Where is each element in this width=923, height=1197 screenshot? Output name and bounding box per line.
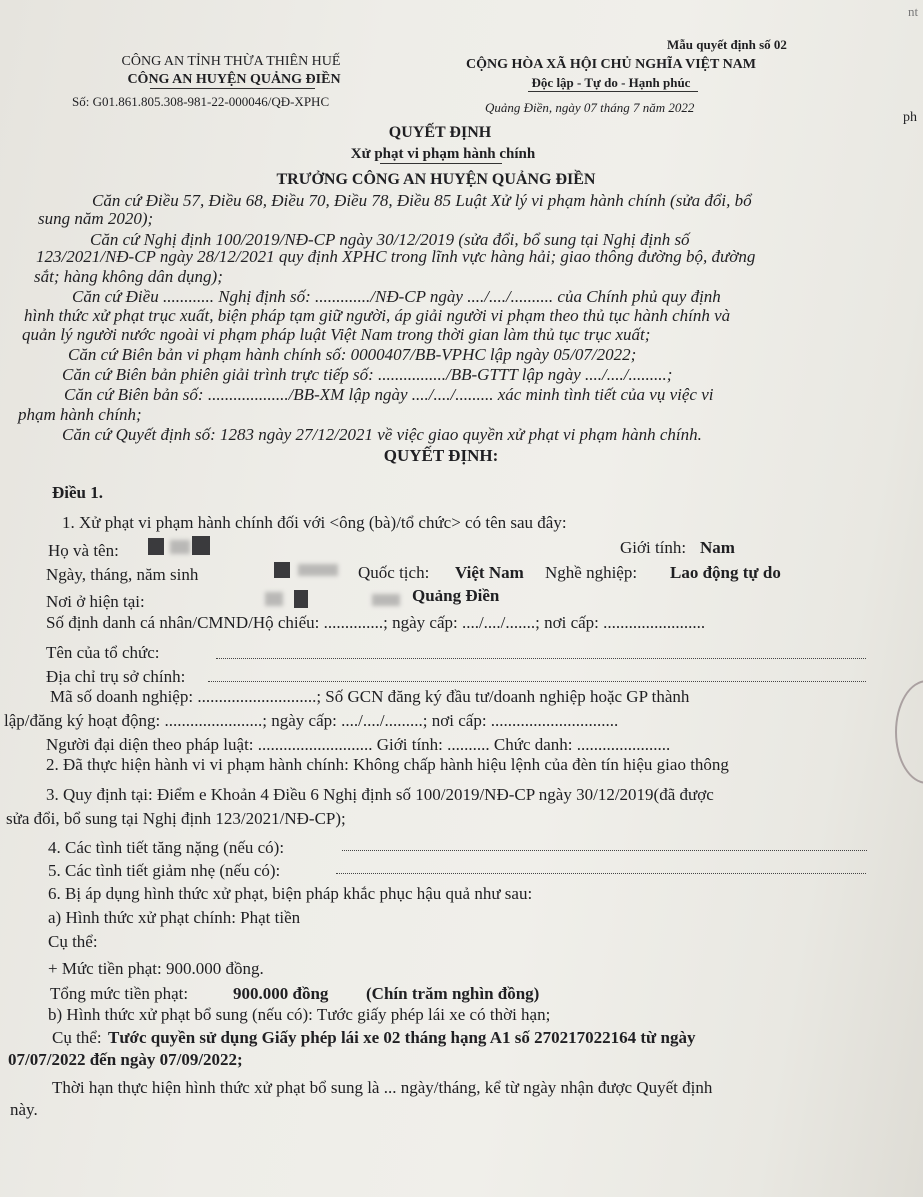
org-name-label: Tên của tổ chức: (46, 643, 160, 662)
job-value: Lao động tự do (670, 563, 781, 582)
org-address-field (208, 681, 866, 682)
country-name: CỘNG HÒA XÃ HỘI CHỦ NGHĨA VIỆT NAM (465, 57, 757, 72)
redacted-block (170, 540, 190, 554)
license-suspension-line-2: 07/07/2022 đến ngày 07/09/2022; (8, 1050, 243, 1069)
edge-mark: nt (908, 4, 919, 19)
agency-underline (150, 88, 315, 89)
deadline-line-2: này. (10, 1100, 38, 1119)
decision-heading: QUYẾT ĐỊNH: (383, 446, 499, 465)
gender-value: Nam (700, 538, 735, 557)
redacted-block (265, 592, 283, 606)
name-label: Họ và tên: (48, 541, 119, 560)
agency-parent: CÔNG AN TỈNH THỪA THIÊN HUẾ (121, 54, 341, 69)
ground-line-5: sắt; hàng không dân dụng); (34, 267, 223, 286)
business-code: Mã số doanh nghiệp: ............................; Số GCN đăng ký đầu tư/doanh nghiệp hoặc GP thành (50, 687, 690, 706)
item-2: 2. Đã thực hiện hành vi vi phạm hành chính: Không chấp hành hiệu lệnh của đèn tín hiệu giao thông (46, 755, 729, 774)
ground-line-10: Căn cứ Biên bản phiên giải trình trực tiếp số: ................/BB-GTTT lập ngày ..../..../.........; (62, 365, 673, 384)
agency-name: CÔNG AN HUYỆN QUẢNG ĐIỀN (127, 72, 341, 87)
gender-label: Giới tính: (620, 538, 687, 557)
fine-level: + Mức tiền phạt: 900.000 đồng. (48, 959, 264, 978)
org-name-field (216, 658, 866, 659)
redacted-block (294, 590, 308, 608)
redacted-block (192, 536, 210, 555)
legal-representative: Người đại diện theo pháp luật: ........................... Giới tính: .......... Chức danh: ...................... (46, 735, 671, 754)
document-number: Số: G01.861.805.308-981-22-000046/QĐ-XPHC (72, 94, 330, 109)
subtitle-underline (380, 163, 502, 164)
motto: Độc lập - Tự do - Hạnh phúc (531, 75, 691, 90)
total-fine-value: 900.000 đồng (233, 984, 329, 1003)
aggravating-field (342, 850, 867, 851)
ground-line-1: Căn cứ Điều 57, Điều 68, Điều 70, Điều 78, Điều 85 Luật Xử lý vi phạm hành chính (sửa đổi, bổ (92, 191, 752, 210)
total-fine-words: (Chín trăm nghìn đồng) (366, 984, 540, 1003)
redacted-block (298, 564, 338, 576)
ground-line-13: Căn cứ Quyết định số: 1283 ngày 27/12/2021 về việc giao quyền xử phạt vi phạm hành chính. (62, 425, 702, 444)
item-1: 1. Xử phạt vi phạm hành chính đối với <ông (bà)/tổ chức> có tên sau đây: (62, 513, 567, 532)
motto-underline (528, 91, 698, 92)
total-fine-label: Tổng mức tiền phạt: (50, 984, 189, 1003)
place-date: Quảng Điền, ngày 07 tháng 7 năm 2022 (485, 100, 695, 115)
article-heading: Điều 1. (52, 483, 103, 502)
doc-subtitle: Xử phạt vi phạm hành chính (350, 146, 536, 162)
item-3-line-2: sửa đổi, bổ sung tại Nghị định 123/2021/NĐ-CP); (6, 809, 346, 828)
ground-line-3: Căn cứ Nghị định 100/2019/NĐ-CP ngày 30/12/2019 (sửa đổi, bổ sung tại Nghị định số (90, 230, 690, 249)
item-6b: b) Hình thức xử phạt bổ sung (nếu có): Tước giấy phép lái xe có thời hạn; (48, 1005, 551, 1024)
item-6: 6. Bị áp dụng hình thức xử phạt, biện pháp khắc phục hậu quả như sau: (48, 884, 533, 903)
item-4: 4. Các tình tiết tăng nặng (nếu có): (48, 838, 285, 857)
specific-label-2: Cụ thể: (52, 1028, 102, 1047)
business-registration: lập/đăng ký hoạt động: .......................; ngày cấp: ..../..../.........; nơi cấp: .............................. (4, 711, 619, 730)
ground-line-12: phạm hành chính; (18, 405, 142, 424)
authority-title: TRƯỞNG CÔNG AN HUYỆN QUẢNG ĐIỀN (276, 171, 596, 188)
ground-line-9: Căn cứ Biên bản vi phạm hành chính số: 0000407/BB-VPHC lập ngày 05/07/2022; (68, 345, 637, 364)
edge-text: ph (903, 110, 917, 125)
license-suspension-line-1: Tước quyền sử dụng Giấy phép lái xe 02 tháng hạng A1 số 270217022164 từ ngày (108, 1028, 696, 1047)
nationality-label: Quốc tịch: (358, 563, 430, 582)
redacted-block (372, 594, 400, 606)
ground-line-11: Căn cứ Biên bản số: .................../BB-XM lập ngày ..../..../......... xác minh tình tiết của vụ việc vi (64, 385, 714, 404)
ground-line-6: Căn cứ Điều ............ Nghị định số: ............./NĐ-CP ngày ..../..../.......... của Chính phủ quy định (72, 287, 721, 306)
deadline-line-1: Thời hạn thực hiện hình thức xử phạt bổ sung là ... ngày/tháng, kể từ ngày nhận được Quyết định (52, 1078, 713, 1097)
mitigating-field (336, 873, 866, 874)
ground-line-7: hình thức xử phạt trục xuất, biện pháp tạm giữ người, áp giải người vi phạm theo thủ tục hành chính và (24, 306, 731, 325)
address-value: Quảng Điền (412, 586, 500, 605)
form-number: Mẫu quyết định số 02 (667, 37, 787, 52)
item-6a: a) Hình thức xử phạt chính: Phạt tiền (48, 908, 301, 927)
item-5: 5. Các tình tiết giảm nhẹ (nếu có): (48, 861, 281, 880)
item-3-line-1: 3. Quy định tại: Điểm e Khoản 4 Điều 6 Nghị định số 100/2019/NĐ-CP ngày 30/12/2019(đã được (46, 785, 714, 804)
dob-label: Ngày, tháng, năm sinh (46, 565, 199, 584)
specific-label: Cụ thể: (48, 932, 98, 951)
ground-line-8: quản lý người nước ngoài vi phạm pháp luật Việt Nam trong thời gian làm thủ tục trục xuất; (22, 325, 651, 344)
doc-title: QUYẾT ĐỊNH (388, 124, 492, 141)
address-label: Nơi ở hiện tại: (46, 592, 145, 611)
redacted-block (148, 538, 164, 555)
redacted-block (274, 562, 290, 578)
id-line: Số định danh cá nhân/CMND/Hộ chiếu: ..............; ngày cấp: ..../..../.......; nơi cấp: ........................ (46, 613, 706, 632)
stamp-seal-edge (895, 680, 923, 784)
nationality-value: Việt Nam (455, 563, 524, 582)
ground-line-2: sung năm 2020); (38, 209, 154, 228)
ground-line-4: 123/2021/NĐ-CP ngày 28/12/2021 quy định XPHC trong lĩnh vực hàng hải; giao thông đường bộ, đường (36, 247, 756, 266)
job-label: Nghề nghiệp: (545, 563, 638, 582)
org-address-label: Địa chỉ trụ sở chính: (46, 667, 186, 686)
